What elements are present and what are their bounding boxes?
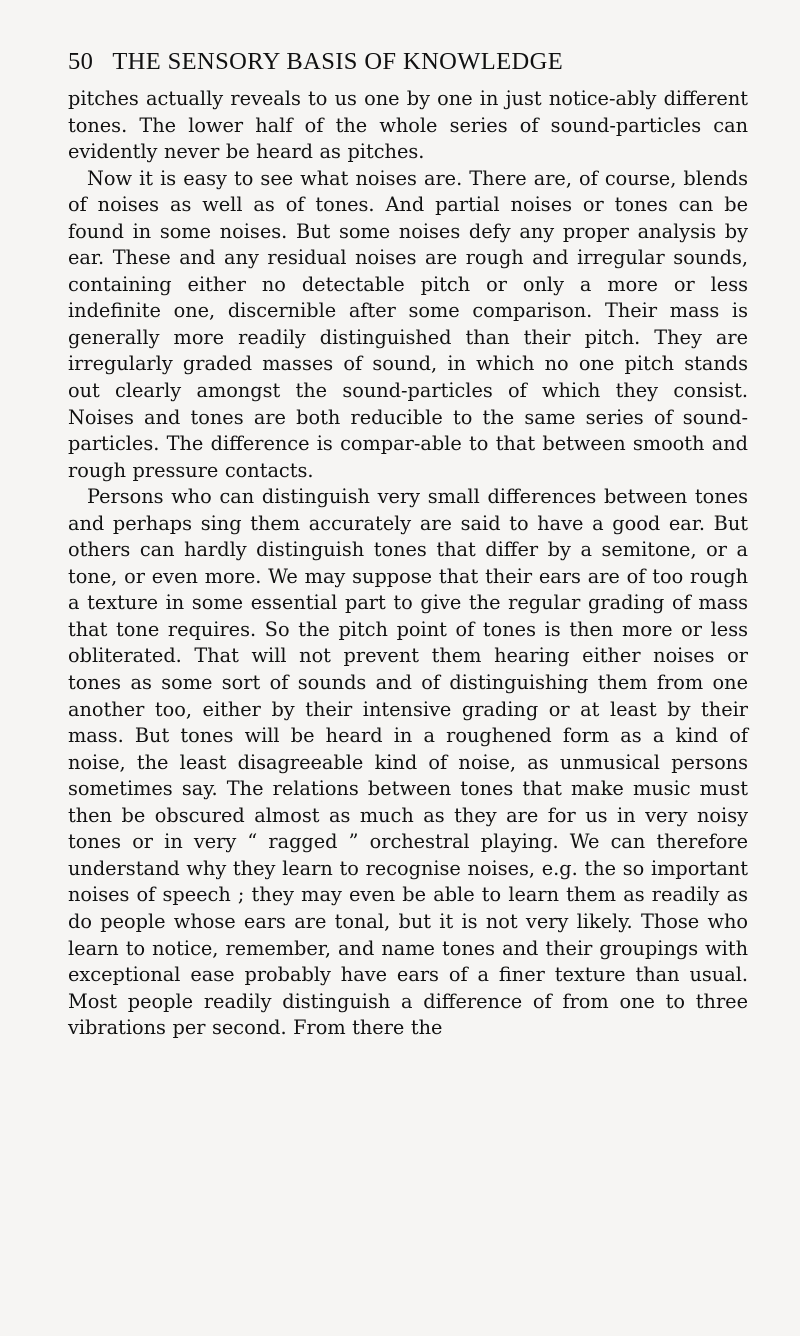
paragraph-continuation: pitches actually reveals to us one by one in just notice-ably different tones. The lower half of the whole series of sound-particles can evidently never be heard as pitches. (68, 87, 748, 164)
page-number: 50 (68, 48, 94, 75)
body-text (68, 86, 748, 1042)
paragraph-noises: Now it is easy to see what noises are. There are, of course, blends of noises as well as of tones. And partial noises or tones can be found in some noises. But some noises defy any proper analysis by ear. These and any residual noises are rough and irregular sounds, containing either no detectable pitch or only a more or less indefinite one, discernible after some comparison. Their mass is generally more readily distinguished than their pitch. They are irregularly graded masses of sound, in which no one pitch stands out clearly amongst the sound-particles of which they consist. Noises and tones are both reducible to the same series of sound-particles. The difference is compar-able to that between smooth and rough pressure contacts. (68, 166, 748, 482)
book-title: THE SENSORY BASIS OF KNOWLEDGE (112, 48, 564, 75)
running-head (68, 48, 748, 76)
paragraph-good-ear: Persons who can distinguish very small differences between tones and perhaps sing them accurately are said to have a good ear. But others can hardly distinguish tones that differ by a semitone, or a tone, or even more. We may suppose that their ears are of too rough a texture in some essential part to give the regular grading of mass that tone requires. So the pitch point of tones is then more or less obliterated. That will not prevent them hearing either noises or tones as some sort of sounds and of distinguishing them from one another too, either by their intensive grading or at least by their mass. But tones will be heard in a roughened form as a kind of noise, the least disagreeable kind of noise, as unmusical persons sometimes say. The relations between tones that make music must then be obscured almost as much as they are for us in very noisy tones or in very “ ragged ” orchestral playing. We can therefore understand why they learn to recognise noises, e.g. the so important noises of speech ; they may even be able to learn them as readily as do people whose ears are tonal, but it is not very likely. Those who learn to notice, remember, and name tones and their groupings with exceptional ease probably have ears of a finer texture than usual. Most people readily distinguish a difference of from one to three vibrations per second. From there the (68, 485, 748, 1040)
book-page (68, 48, 748, 1042)
